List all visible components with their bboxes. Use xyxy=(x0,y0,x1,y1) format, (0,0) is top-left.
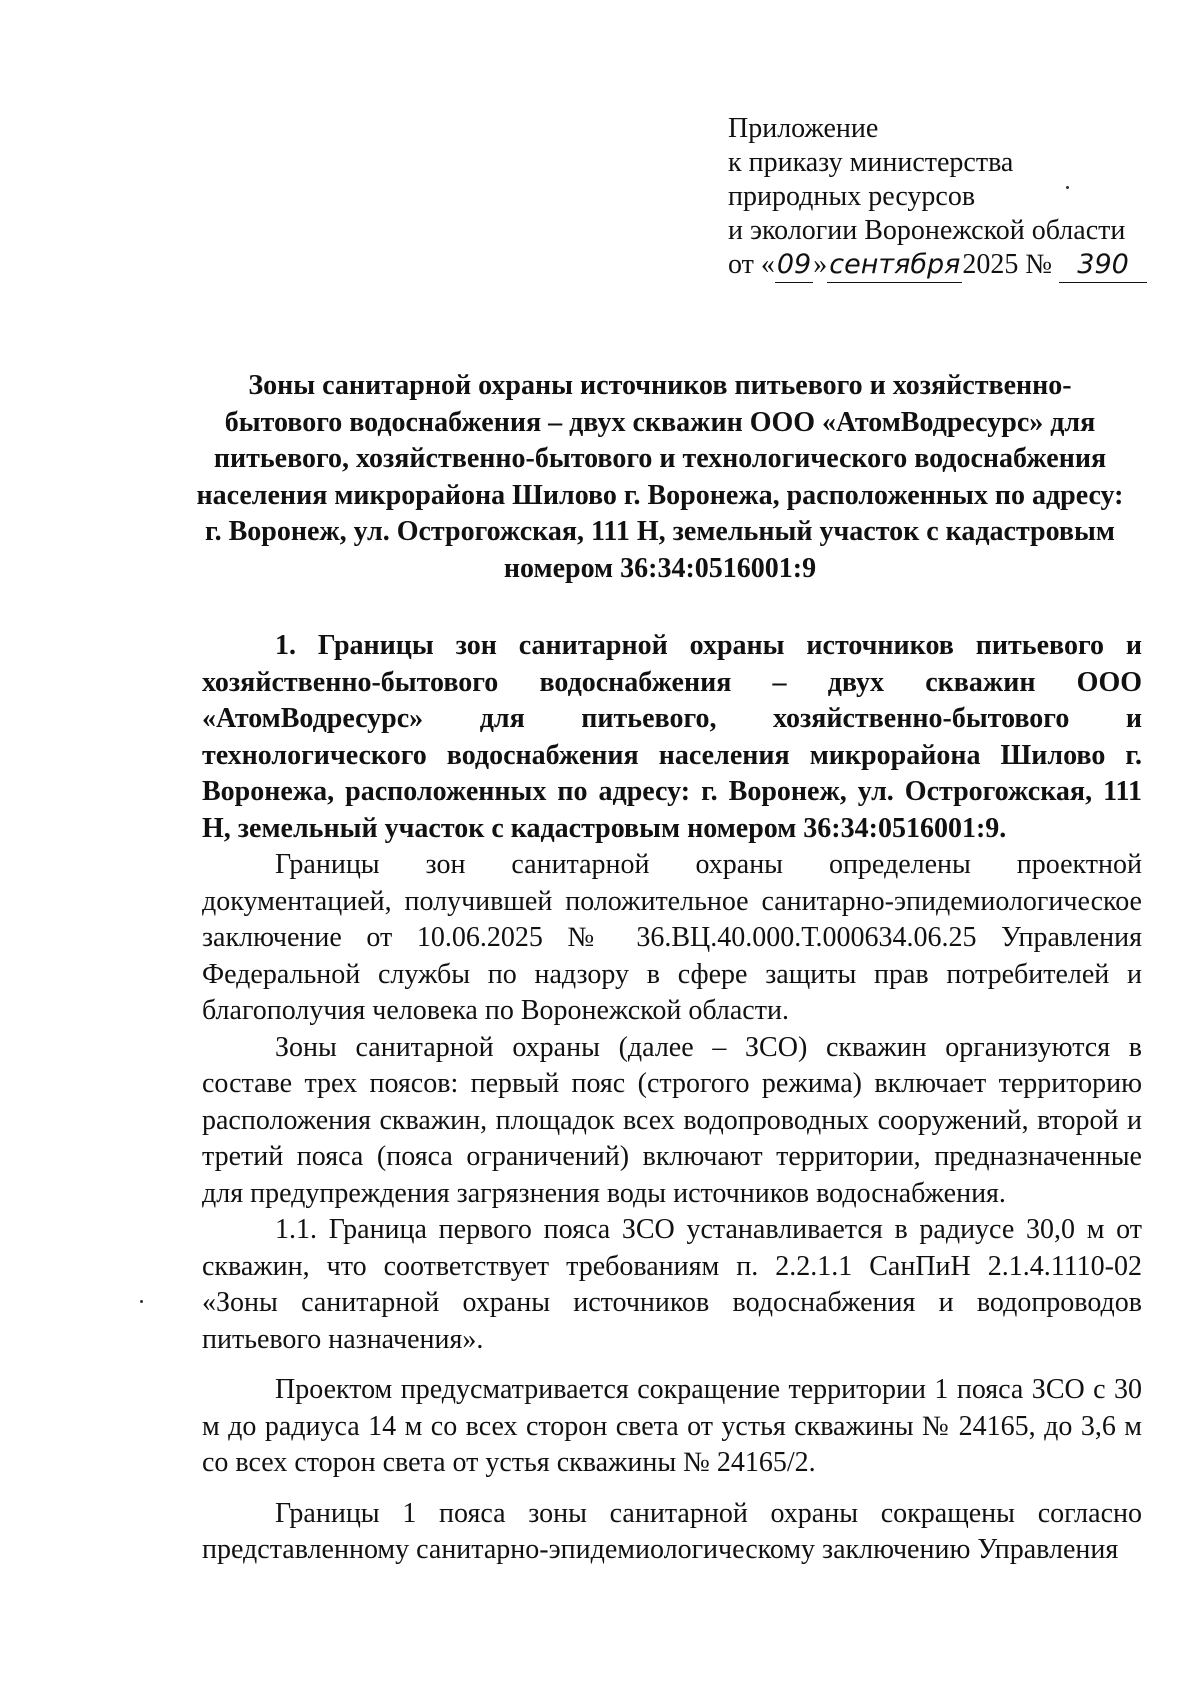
date-mid: » xyxy=(813,249,828,280)
scan-artifact-dot xyxy=(140,1300,143,1303)
appendix-line-1: Приложение xyxy=(728,113,879,144)
scan-artifact-dot xyxy=(1066,186,1069,189)
section-1-heading: 1. Границы зон санитарной охраны источников питьевого и хозяйственно-бытового водоснабжения – двух скважин ООО «АтомВодресурс» для питьевого, хозяйственно-бытового и технологического водоснабжения населения микрорайона Шилово г. Воронежа, расположенных по адресу: г. Воронеж, ул. Острогожская, 111 Н, земельный участок с кадастровым номером 36:34:0516001:9. xyxy=(202,630,1142,844)
paragraph-3: 1.1. Граница первого пояса ЗСО устанавливается в радиусе 30,0 м от скважин, что соответствует требованиям п. 2.2.1.1 СанПиН 2.1.4.1110-02 «Зоны санитарной охраны источников водоснабжения и водопроводов питьевого назначения». xyxy=(202,1214,1142,1355)
handwritten-month: сентября xyxy=(827,248,962,283)
paragraph-1: Границы зон санитарной охраны определены проектной документацией, получившей положительное санитарно-эпидемиологическое заключение от 10.06.2025 № 36.ВЦ.40.000.Т.000634.06.25 Управления Федеральной службы по надзору в сфере защиты прав потребителей и благополучия человека по Воронежской области. xyxy=(202,849,1142,1026)
paragraph-2: Зоны санитарной охраны (далее – ЗСО) скважин организуются в составе трех поясов: первый пояс (строгого режима) включает территорию расположения скважин, площадок всех водопроводных сооружений, второй и третий пояса (пояса ограничений) включают территории, предназначенные для предупреждения загрязнения воды источников водоснабжения. xyxy=(202,1031,1142,1209)
appendix-header xyxy=(728,112,1168,283)
date-prefix: от « xyxy=(728,249,775,280)
date-year: 2025 № xyxy=(962,249,1053,280)
handwritten-order-number: 390 xyxy=(1059,248,1147,283)
appendix-line-4: и экологии Воронежской области xyxy=(728,215,1126,246)
paragraph-5: Границы 1 пояса зоны санитарной охраны сокращены согласно представленному санитарно-эпидемиологическому заключению Управления xyxy=(202,1497,1142,1565)
appendix-line-2: к приказу министерства xyxy=(728,147,1014,178)
paragraph-4: Проектом предусматривается сокращение территории 1 пояса ЗСО с 30 м до радиуса 14 м со всех сторон света от устья скважины № 24165, до 3,6 м со всех сторон света от устья скважины № 24165/2. xyxy=(202,1374,1142,1478)
document-title: Зоны санитарной охраны источников питьевого и хозяйственно-бытового водоснабжения – двух скважин ООО «АтомВодресурс» для питьевого, хозяйственно-бытового и технологического водоснабжения населения микрорайона Шилово г. Воронежа, расположенных по адресу: г. Воронеж, ул. Острогожская, 111 Н, земельный участок с кадастровым номером 36:34:0516001:9 xyxy=(196,370,1124,584)
appendix-date-line xyxy=(728,248,1168,283)
document-body xyxy=(202,628,1142,1569)
handwritten-day: 09 xyxy=(775,248,813,283)
appendix-line-3: природных ресурсов xyxy=(728,181,976,212)
